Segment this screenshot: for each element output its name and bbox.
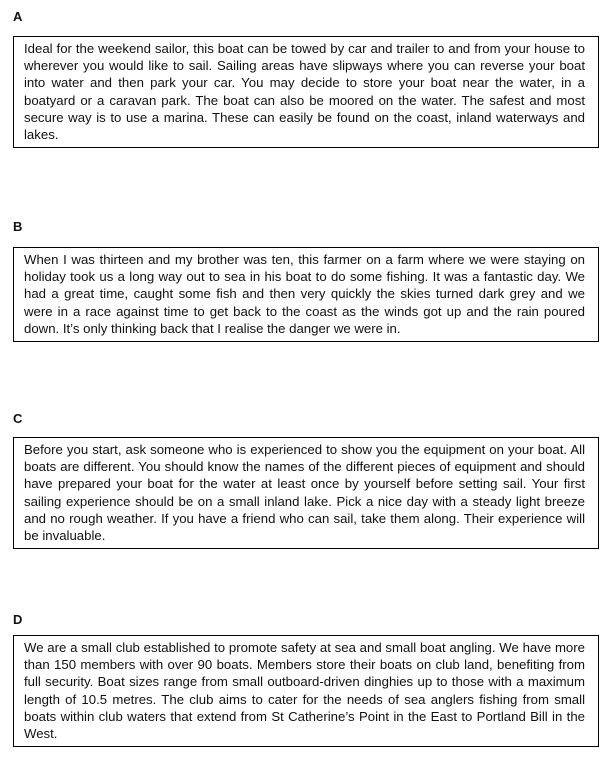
section-a-text: Ideal for the weekend sailor, this boat can be towed by car and trailer to and from your house to wherever you would like to sail. Sailing areas have slipways where you can reverse your boat into water and then park your car. You may decide to store your boat near the water, in a boatyard or a caravan park. The boat can also be moored on the water. The safest and most secure way is to use a marina. These can easily be found on the coast, inland waterways and lakes. — [13, 36, 599, 148]
section-c-text: Before you start, ask someone who is experienced to show you the equipment on your boat. All boats are different. You should know the names of the different pieces of equipment and should have prepared your boat for the water at least once by yourself before setting sail. Your first sailing experience should be on a small inland lake. Pick a nice day with a steady light breeze and no rough weather. If you have a friend who can sail, take them along. Their experience will be invaluable. — [13, 437, 599, 549]
section-b-label: B — [13, 219, 23, 234]
section-c-label: C — [13, 411, 23, 426]
section-b-text: When I was thirteen and my brother was ten, this farmer on a farm where we were staying on holiday took us a long way out to sea in his boat to do some fishing. It was a fantastic day. We had a great time, caught some fish and then very quickly the skies turned dark grey and we were in a race against time to get back to the coast as the winds got up and the rain poured down. It’s only thinking back that I realise the danger we were in. — [13, 247, 599, 342]
section-a-label: A — [13, 9, 23, 24]
section-d-label: D — [13, 612, 23, 627]
section-d-text: We are a small club established to promote safety at sea and small boat angling. We have more than 150 members with over 90 boats. Members store their boats on club land, benefiting from full security. Boat sizes range from small outboard-driven dinghies up to those with a maximum length of 10.5 metres. The club aims to cater for the needs of sea anglers fishing from small boats within club waters that extend from St Catherine’s Point in the East to Portland Bill in the West. — [13, 635, 599, 747]
